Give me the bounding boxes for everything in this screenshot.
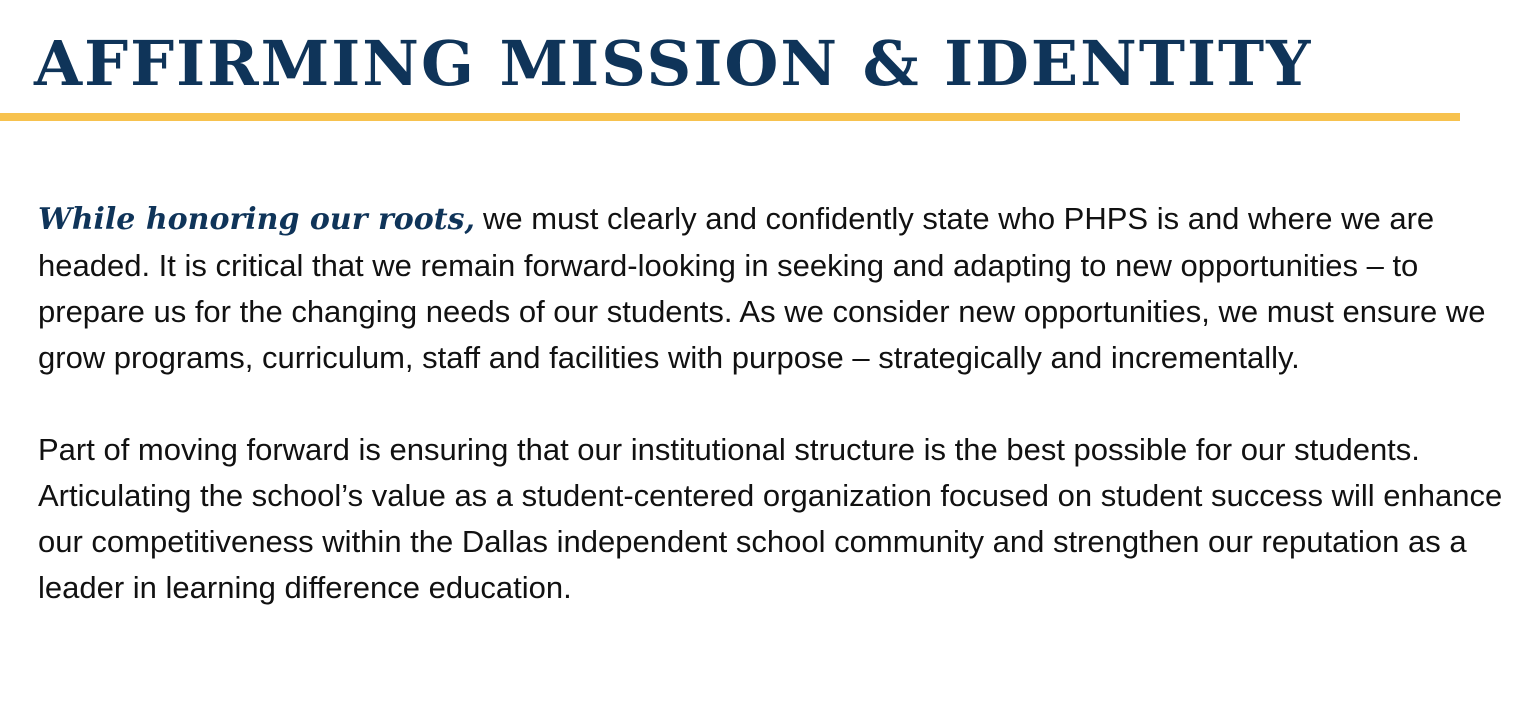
heading-underline-rule [0, 113, 1460, 121]
paragraph-text: Part of moving forward is ensuring that our institutional structure is the best possible for our students. Articulating the school’s value as a student-centered organization focused on student success will enhance our competitiveness within the Dallas independent school community and strengthen our reputation as a leader in learning difference education. [38, 432, 1503, 605]
section-heading: AFFIRMING MISSION & IDENTITY [34, 27, 1313, 100]
paragraph-roots [38, 196, 1508, 381]
paragraph-moving-forward [38, 427, 1508, 611]
paragraph-text: we must clearly and confidently state who PHPS is and where we are headed. It is critical that we remain forward-looking in seeking and adapting to new opportunities – to prepare us for the changing needs of our students. As we consider new opportunities, we must ensure we grow programs, curriculum, staff and facilities with purpose – strategically and incrementally. [38, 201, 1486, 375]
paragraph-lead-in: While honoring our roots, [38, 202, 475, 237]
body-text [38, 196, 1508, 611]
